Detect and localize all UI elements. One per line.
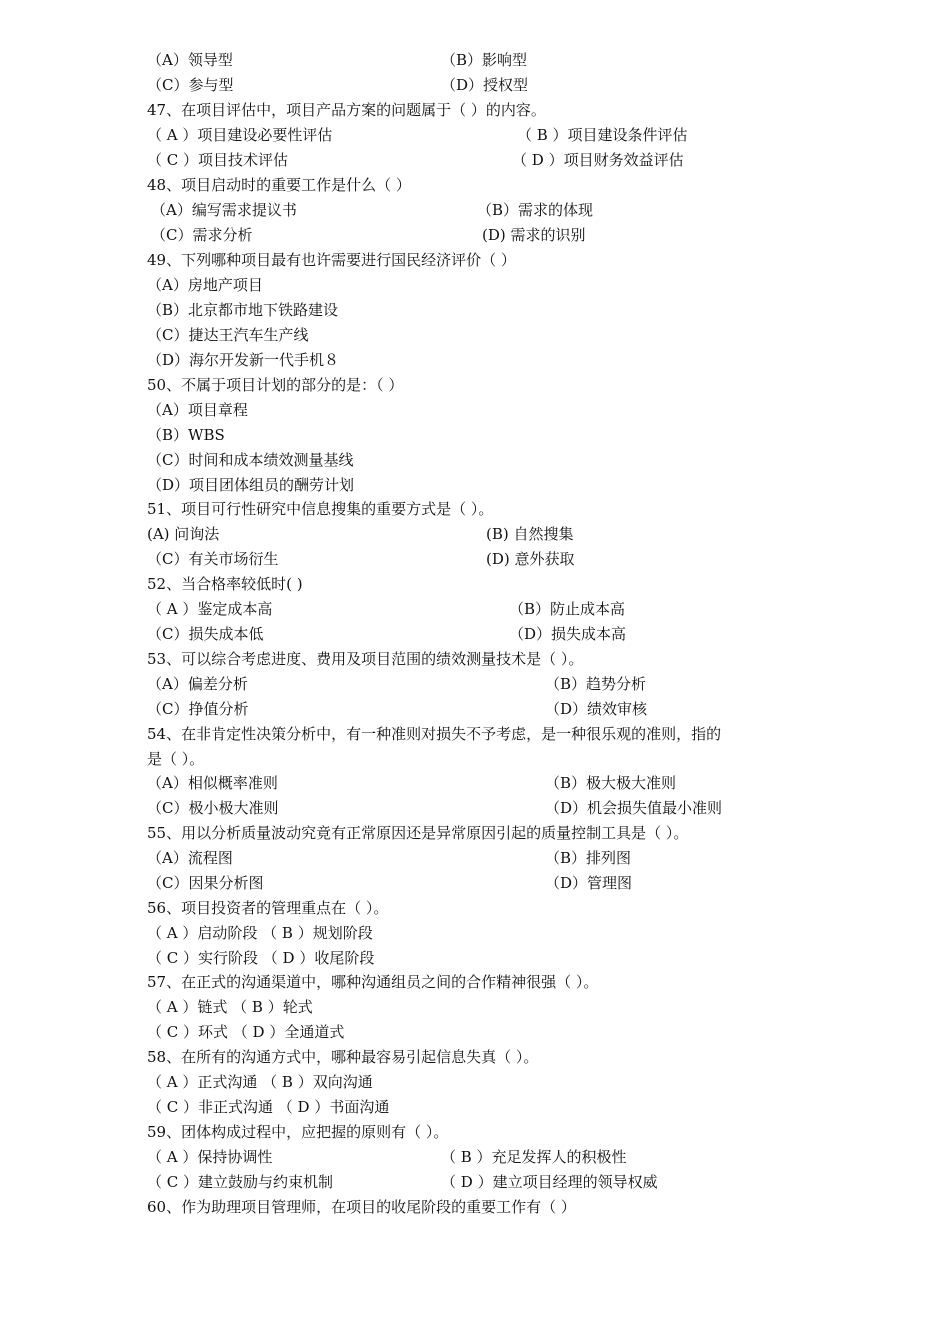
option-d: （D）损失成本高 xyxy=(509,625,627,643)
option-row: （ A ）启动阶段 （ B ）规划阶段 xyxy=(147,924,373,942)
option-b: （B）影响型 xyxy=(441,51,528,69)
option-c: （C）极小极大准则 xyxy=(147,799,279,817)
option-b: （ B ）充足发挥人的积极性 xyxy=(441,1148,627,1166)
option-d: (D) 意外获取 xyxy=(486,550,575,568)
question-47: 47、在项目评估中，项目产品方案的问题属于（ ）的内容。 xyxy=(147,101,546,119)
question-53: 53、可以综合考虑进度、费用及项目范围的绩效测量技术是（ ）。 xyxy=(147,650,584,668)
option-a: （A）偏差分析 xyxy=(147,675,248,693)
option-b: (B) 自然搜集 xyxy=(486,525,574,543)
question-56: 56、项目投资者的管理重点在（ ）。 xyxy=(147,899,389,917)
question-51: 51、项目可行性研究中信息搜集的重要方式是（ ）。 xyxy=(147,500,494,518)
option-b: （ B ）项目建设条件评估 xyxy=(517,126,688,144)
option-d: (D) 需求的识别 xyxy=(482,226,586,244)
option-row: （ A ）正式沟通 （ B ）双向沟通 xyxy=(147,1073,373,1091)
option-c: （C）挣值分析 xyxy=(147,700,249,718)
option-row: （ A ）链式 （ B ）轮式 xyxy=(147,998,313,1016)
question-55: 55、用以分析质量波动究竟有正常原因还是异常原因引起的质量控制工具是（ ）。 xyxy=(147,824,689,842)
option-a: （ A ）保持协调性 xyxy=(147,1148,273,1166)
option-row: （ C ）非正式沟通 （ D ）书面沟通 xyxy=(147,1098,390,1116)
option-a: （A）房地产项目 xyxy=(147,276,263,294)
option-b: （B）趋势分析 xyxy=(545,675,647,693)
option-c: （C）有关市场衍生 xyxy=(147,550,279,568)
option-d: （D）绩效审核 xyxy=(545,700,648,718)
question-54: 54、在非肯定性决策分析中，有一种准则对损失不予考虑，是一种很乐观的准则，指的 xyxy=(147,725,722,743)
option-d: （D）机会损失值最小准则 xyxy=(545,799,723,817)
option-row: （ C ）环式 （ D ）全通道式 xyxy=(147,1023,345,1041)
option-a: （A）流程图 xyxy=(147,849,233,867)
option-d: （D）海尔开发新一代手机８ xyxy=(147,351,340,369)
option-d: （ D ）项目财务效益评估 xyxy=(512,151,684,169)
option-c: （ C ）项目技术评估 xyxy=(147,151,289,169)
option-b: （B）WBS xyxy=(147,426,225,444)
option-d: （ D ）建立项目经理的领导权威 xyxy=(441,1173,658,1191)
option-d: （D）授权型 xyxy=(441,76,529,94)
option-c: （C）捷达王汽车生产线 xyxy=(147,326,309,344)
question-59: 59、团体构成过程中，应把握的原则有（ ）。 xyxy=(147,1123,449,1141)
option-a: （A）领导型 xyxy=(147,51,233,69)
option-b: （B）排列图 xyxy=(545,849,632,867)
option-a: (A) 问询法 xyxy=(147,525,220,543)
option-a: （ A ）鉴定成本高 xyxy=(147,600,273,618)
option-b: （B）北京都市地下铁路建设 xyxy=(147,301,339,319)
option-d: （D）管理图 xyxy=(545,874,633,892)
question-50: 50、不属于项目计划的部分的是：（ ） xyxy=(147,376,404,394)
question-49: 49、下列哪种项目最有也许需要进行国民经济评价（ ） xyxy=(147,251,516,269)
option-b: （B）需求的体现 xyxy=(477,201,594,219)
option-c: （C）参与型 xyxy=(147,76,234,94)
option-a: （A）项目章程 xyxy=(147,401,248,419)
question-52: 52、当合格率较低时( ) xyxy=(147,575,303,593)
question-60: 60、作为助理项目管理师，在项目的收尾阶段的重要工作有（ ） xyxy=(147,1198,576,1216)
question-57: 57、在正式的沟通渠道中，哪种沟通组员之间的合作精神很强（ ）。 xyxy=(147,973,599,991)
option-c: （C）需求分析 xyxy=(151,226,253,244)
option-b: （B）防止成本高 xyxy=(509,600,626,618)
option-a: （ A ）项目建设必要性评估 xyxy=(147,126,333,144)
option-d: （D）项目团体组员的酬劳计划 xyxy=(147,476,355,494)
option-b: （B）极大极大准则 xyxy=(545,774,677,792)
option-c: （C）因果分析图 xyxy=(147,874,264,892)
option-a: （A）编写需求提议书 xyxy=(151,201,297,219)
question-58: 58、在所有的沟通方式中，哪种最容易引起信息失真（ ）。 xyxy=(147,1048,539,1066)
option-c: （C）时间和成本绩效测量基线 xyxy=(147,451,354,469)
question-48: 48、项目启动时的重要工作是什么（ ） xyxy=(147,176,411,194)
question-54-continued: 是（ ）。 xyxy=(147,750,205,768)
option-c: （C）损失成本低 xyxy=(147,625,264,643)
option-row: （ C ）实行阶段 （ D ）收尾阶段 xyxy=(147,949,375,967)
option-a: （A）相似概率准则 xyxy=(147,774,278,792)
option-c: （ C ）建立鼓励与约束机制 xyxy=(147,1173,334,1191)
